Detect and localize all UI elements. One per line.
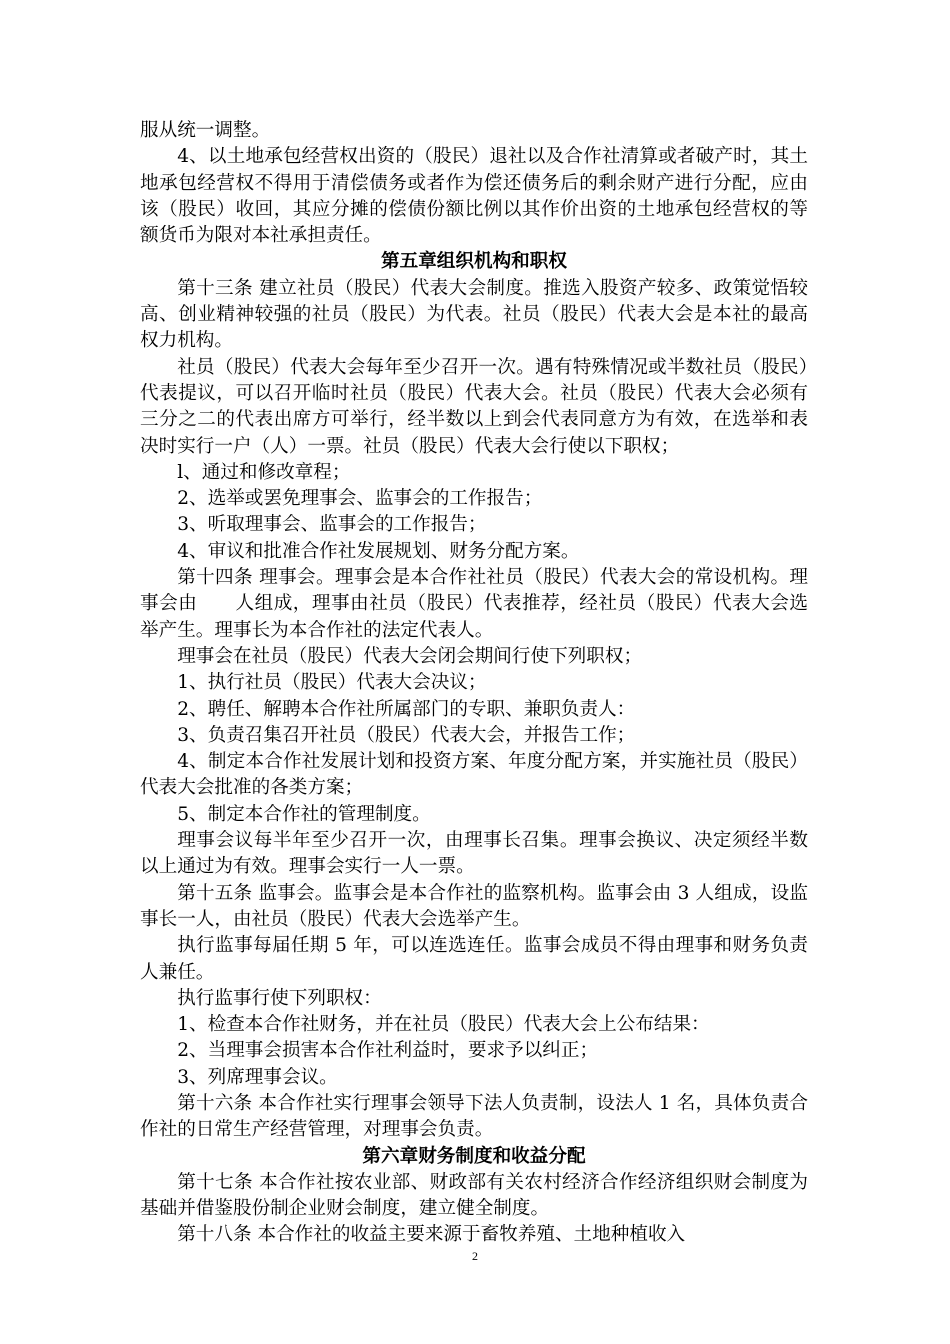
page-number: 2	[472, 1249, 478, 1263]
paragraph: 执行监事每届任期 5 年，可以连选连任。监事会成员不得由理事和财务负责人兼任。	[140, 935, 808, 983]
chapter-heading: 第六章财务制度和收益分配	[362, 1145, 586, 1167]
paragraph: 社员（股民）代表大会每年至少召开一次。遇有特殊情况或半数社员（股民）代表提议，可以召开临时社员（股民）代表大会。社员（股民）代表大会必须有三分之二的代表出席方可举行，经半数以上到会代表同意方为有效，在选举和表决时实行一户（人）一票。社员（股民）代表大会行使以下职权；	[140, 356, 808, 457]
paragraph: 3、听取理事会、监事会的工作报告；	[177, 514, 487, 536]
paragraph: 第十五条 监事会。监事会是本合作社的监察机构。监事会由 3 人组成，设监事长一人，由社员（股民）代表大会选举产生。	[140, 882, 808, 930]
paragraph: 5、制定本合作社的管理制度。	[177, 803, 431, 825]
paragraph: 2、聘任、解聘本合作社所属部门的专职、兼职负责人：	[177, 698, 636, 720]
paragraph: 4、审议和批准合作社发展规划、财务分配方案。	[177, 540, 580, 562]
paragraph: 4、以土地承包经营权出资的（股民）退社以及合作社清算或者破产时，其土地承包经营权不得用于清偿债务或者作为偿还债务后的剩余财产进行分配，应由该（股民）收回，其应分摊的偿债份额比例以其作价出资的土地承包经营权的等额货币为限对本社承担责任。	[140, 146, 808, 247]
paragraph: 第十六条 本合作社实行理事会领导下法人负责制，设法人 1 名，具体负责合作社的日常生产经营管理，对理事会负责。	[140, 1092, 808, 1141]
paragraph: 2、选举或罢免理事会、监事会的工作报告；	[177, 488, 543, 510]
paragraph: 第十八条 本合作社的收益主要来源于畜牧养殖、土地种植收入	[177, 1224, 686, 1246]
paragraph: 3、列席理事会议。	[177, 1066, 338, 1088]
chapter-heading: 第五章组织机构和职权	[381, 251, 567, 273]
paragraph: 理事会议每半年至少召开一次，由理事长召集。理事会换议、决定须经半数以上通过为有效。理事会实行一人一票。	[140, 830, 808, 878]
paragraph: 3、负责召集召开社员（股民）代表大会，并报告工作；	[177, 724, 636, 746]
paragraph: 第十七条 本合作社按农业部、财政部有关农村经济合作经济组织财会制度为基础并借鉴股份制企业财会制度，建立健全制度。	[140, 1171, 808, 1220]
paragraph: 2、当理事会损害本合作社利益时，要求予以纠正；	[177, 1040, 599, 1062]
document-body	[140, 118, 808, 1249]
paragraph: l、通过和修改章程；	[177, 461, 351, 483]
paragraph: 执行监事行使下列职权：	[177, 987, 382, 1009]
paragraph: 第十三条 建立社员（股民）代表大会制度。推选入股资产较多、政策觉悟较高、创业精神较强的社员（股民）为代表。社员（股民）代表大会是本社的最高权力机构。	[140, 277, 808, 352]
paragraph: 4、制定本合作社发展计划和投资方案、年度分配方案，并实施社员（股民）代表大会批准的各类方案；	[140, 751, 808, 799]
paragraph: 第十四条 理事会。理事会是本合作社社员（股民）代表大会的常设机构。理事会由 人组成，理事由社员（股民）代表推荐，经社员（股民）代表大会选举产生。理事长为本合作社的法定代表人。	[140, 567, 808, 641]
paragraph: 1、检查本合作社财务，并在社员（股民）代表大会上公布结果：	[177, 1014, 710, 1036]
paragraph: 1、执行社员（股民）代表大会决议；	[177, 672, 487, 694]
paragraph: 理事会在社员（股民）代表大会闭会期间行使下列职权；	[177, 645, 643, 667]
paragraph: 服从统一调整。	[140, 120, 271, 141]
